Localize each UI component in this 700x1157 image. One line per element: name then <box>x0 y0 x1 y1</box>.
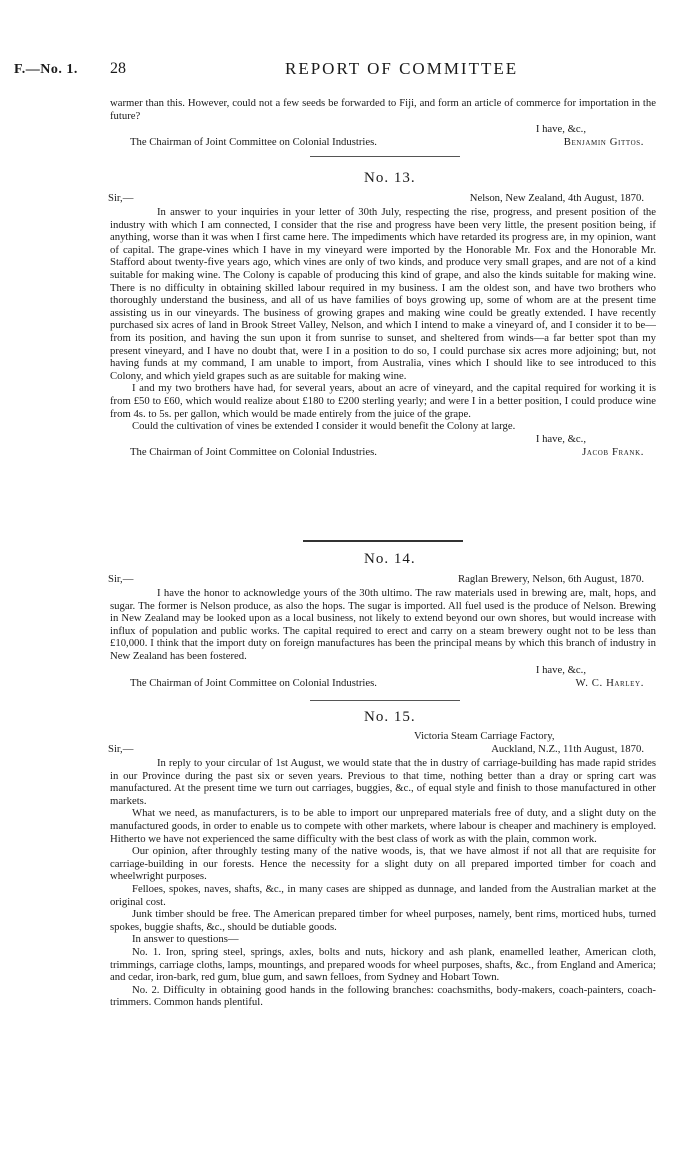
letter-15-paragraph-7: No. 1. Iron, spring steel, springs, axles, bolts and nuts, hickory and ash plank, enamelled leather, American cloth, trimmings, carriage cloths, lamps, mountings, and prepared woods for wheel purposes, shafts, &c., from England and America; and cedar, iron-bark, red gum, blue gum, and sawn felloes, from Sydney and Hobart Town. <box>110 945 656 984</box>
letter-13-signature: Jacob Frank. <box>582 445 644 458</box>
letter-12-text: warmer than this. However, could not a few seeds be forwarded to Fiji, and form an article of commerce for importation in the future? <box>110 97 656 122</box>
letter-12-closing: I have, &c., <box>535 123 586 136</box>
letter-15-paragraph-6: In answer to questions— <box>132 933 239 946</box>
page-title: REPORT OF COMMITTEE <box>285 59 519 78</box>
section-divider <box>310 700 460 701</box>
letter-13-paragraph-2: I and my two brothers have had, for several years, about an acre of vineyard, and the capital required for working it is from £50 to £60, which would realize about £180 to £200 sterling yearly; and were I in a better position, I could produce wine from 4s. to 5s. per gallon, which would be made entirely from the juice of the grape. <box>110 382 656 420</box>
letter-14-addressee: The Chairman of Joint Committee on Colonial Industries. <box>130 676 377 689</box>
letter-13-addressee: The Chairman of Joint Committee on Colonial Industries. <box>130 445 377 458</box>
letter-15-number: No. 15. <box>364 709 416 725</box>
letter-13-paragraph-3: Could the cultivation of vines be extended I consider it would benefit the Colony at large. <box>132 420 516 433</box>
page-number: 28 <box>110 60 126 77</box>
letter-15-place-line-2: Auckland, N.Z., 11th August, 1870. <box>491 743 644 755</box>
letter-15-salutation: Sir,— <box>108 743 134 755</box>
letter-12-addressee: The Chairman of Joint Committee on Colonial Industries. <box>130 136 377 149</box>
letter-13 <box>110 192 656 459</box>
letter-13-salutation: Sir,— <box>108 192 134 204</box>
letter-15 <box>110 743 656 1009</box>
letter-12-tail <box>110 97 656 149</box>
section-divider <box>310 156 460 157</box>
letter-13-place-date: Nelson, New Zealand, 4th August, 1870. <box>469 192 644 204</box>
letter-13-closing: I have, &c., <box>535 432 586 445</box>
letter-15-paragraph-2: What we need, as manufacturers, is to be able to import our unprepared materials free of duty, and a slight duty on the manufactured goods, in order to enable us to compete with other markets, where labour is cheaper and machinery is employed. Hitherto we have not experienced the same difficulty with the best class of work as with the plain, common work. <box>110 807 656 845</box>
letter-15-paragraph-8: No. 2. Difficulty in obtaining good hands in the following branches: coachsmiths, body-makers, coach-painters, coach-trimmers. Common hands plentiful. <box>110 983 656 1009</box>
letter-15-place-line-1: Victoria Steam Carriage Factory, <box>414 730 555 742</box>
letter-13-paragraph-1: In answer to your inquiries in your letter of 30th July, respecting the rise, progress, and present position of the industry with which I am connected, I consider that the rise and progress have been very little, the present position being, if anything, worse than it was when I first came here. The impediments which have retarded its progress are, in my opinion, want of capital. The grape-vines which I have in my vineyard were imported by the Honorable Mr. Fox and the Honorable Mr. Stafford about twenty-five years ago, which vines are only of two kinds, and produce very small grapes, and are not of a kind suitable for making wine. The Colony is capable of producing this kind of grape, and also the kinds suitable for making wine. There is no difficulty in obtaining skilled labour required in my business. I am the oldest son, and have two brothers who thoroughly understand the business, and all of us have families of boys growing up, some of whom are at the present time assisting us in our vineyards. The business of growing grapes and making wine could be greatly extended. I have recently purchased six acres of land in Brook Street Valley, Nelson, and which I intend to make a vineyard of, and I consider it to be—from its position, and having the sun upon it from sunrise to sunset, and sheltered from winds—a far better spot than my present vineyard, and I have no doubt that, were I in a position to do so, I could purchase six acres more adjoining; but, not having funds at my command, I am unable to import, from Australia, vines which I should like to see introduced to this Colony, and which yield grapes such as are suitable for making wine. <box>110 206 656 382</box>
paper-reference: F.—No. 1. <box>14 62 78 77</box>
letter-14-salutation: Sir,— <box>108 573 134 585</box>
letter-14-number: No. 14. <box>364 551 416 567</box>
letter-14-signature: W. C. Harley. <box>575 676 644 689</box>
letter-15-paragraph-5: Junk timber should be free. The American prepared timber for wheel purposes, namely, bent rims, morticed hubs, turned spokes, buggie shafts, &c., should be dutiable goods. <box>110 908 656 933</box>
letter-15-paragraph-1: In reply to your circular of 1st August, we would state that the in dustry of carriage-building has made rapid strides in our Province during the past six or seven years. Previous to that time, nothing better than a dray or spring cart was manufactured. At the present time we turn out carriages, buggies, &c., of equal style and finish to those manufactured in other markets. <box>110 757 656 807</box>
letter-14 <box>110 573 656 690</box>
letter-15-paragraph-3: Our opinion, after throughly testing many of the native woods, is, that we have almost if not all that are requisite for carriage-building in our forests. Hence the necessity for a slight duty on all prepared imported timber for coach and wheelwright purposes. <box>110 845 656 883</box>
letter-13-number: No. 13. <box>364 170 416 186</box>
letter-12-signature: Benjamin Gittos. <box>563 136 644 149</box>
letter-14-place-date: Raglan Brewery, Nelson, 6th August, 1870. <box>457 573 644 585</box>
letter-14-closing: I have, &c., <box>535 663 586 676</box>
letter-15-paragraph-4: Felloes, spokes, naves, shafts, &c., in many cases are shipped as dunnage, and landed from the Australian market at the original cost. <box>110 882 656 908</box>
letter-14-paragraph-1: I have the honor to acknowledge yours of the 30th ultimo. The raw materials used in brewing are, malt, hops, and sugar. The former is Nelson produce, as also the hops. The sugar is imported. All fuel used is the produce of Nelson. Brewing in New Zealand may be looked upon as a local business, not likely to extend beyond our own shores, but would increase with influx of population and public works. The capital required to erect and carry on a steam brewery ought not to be less than £10,000. I think that the import duty on foreign manufactures has been the principal means by which this branch of industry in New Zealand has been fostered. <box>110 587 656 662</box>
section-divider <box>303 540 463 542</box>
